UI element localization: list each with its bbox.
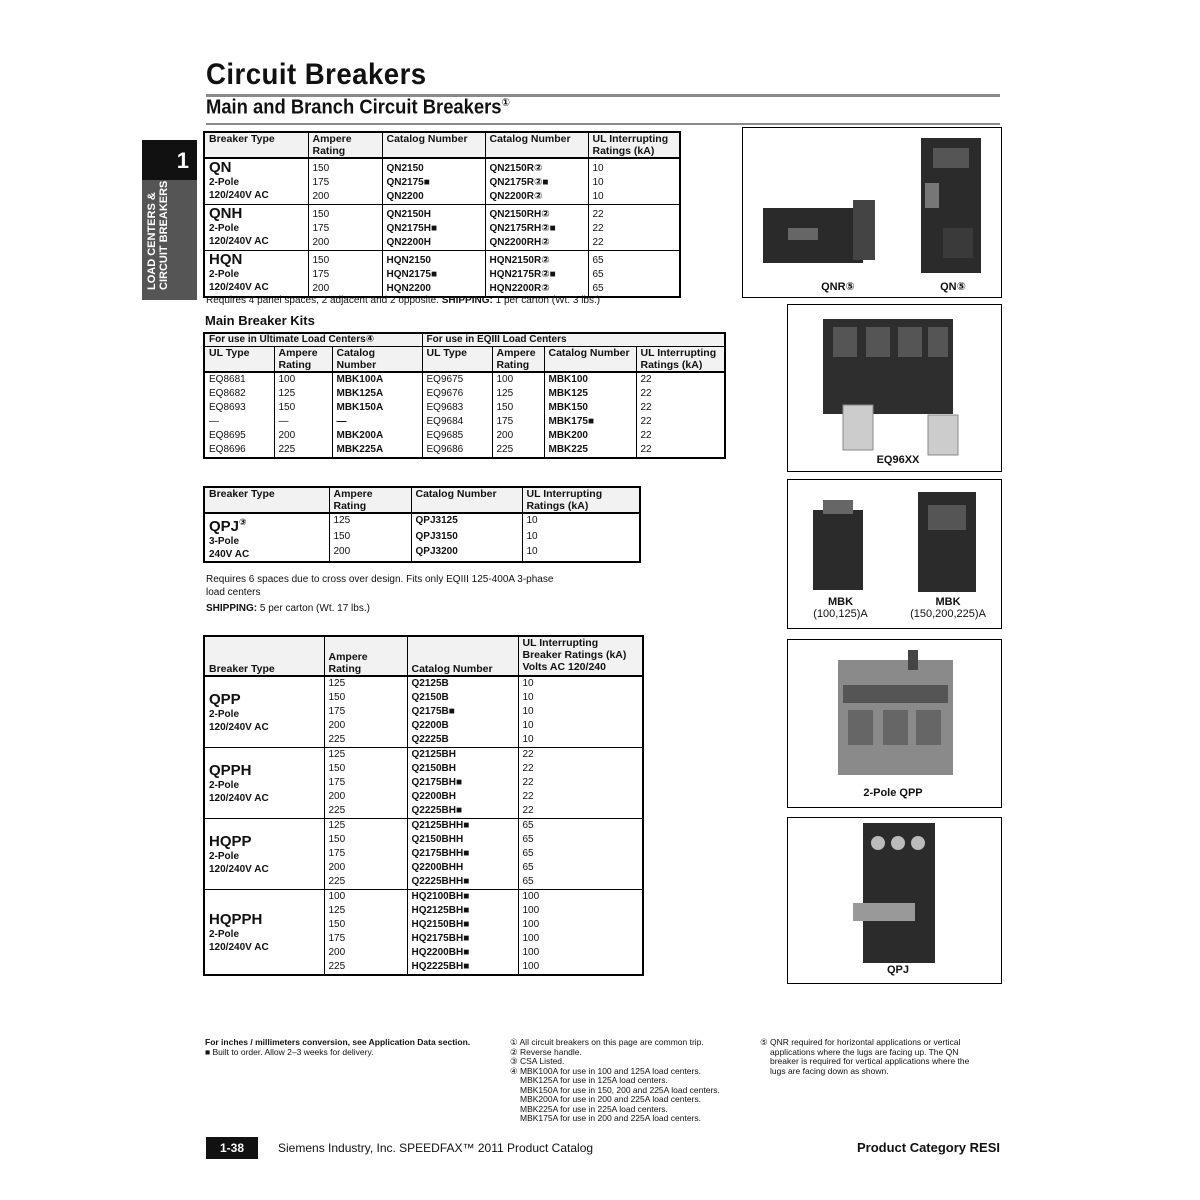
table-cell: 65 xyxy=(588,268,680,282)
table-row xyxy=(204,401,725,415)
table-cell: Q2150B xyxy=(407,691,518,705)
table-cell: EQ9676 xyxy=(422,387,492,401)
table-cell: 65 xyxy=(588,251,680,269)
header-cell: Catalog Number xyxy=(411,487,522,513)
table-cell: HQ2175BH■ xyxy=(407,932,518,946)
header-cell: Ampere Rating xyxy=(324,636,407,676)
table-cell: 225 xyxy=(492,443,544,458)
subtitle-rule xyxy=(206,123,1000,125)
table-header-row xyxy=(204,347,725,373)
caption-mbk-1: MBK (100,125)A xyxy=(813,596,868,620)
table-cell: 125 xyxy=(324,748,407,763)
table-cell: EQ8696 xyxy=(204,443,274,458)
table-cell: 10 xyxy=(588,158,680,176)
breaker-type: HQN xyxy=(209,251,243,268)
table-cell: 175 xyxy=(324,847,407,861)
section-number: 1 xyxy=(176,148,189,173)
footer-category: Product Category RESI xyxy=(856,1140,1000,1155)
table-cell: QN2175■ xyxy=(382,176,485,190)
photo-qpj xyxy=(787,817,1002,984)
header-cell: Catalog Number xyxy=(485,132,588,158)
table-cell: 22 xyxy=(636,415,725,429)
table-cell: 65 xyxy=(518,875,643,890)
page-subtitle: Main and Branch Circuit Breakers① xyxy=(206,96,511,119)
table-cell: 65 xyxy=(518,847,643,861)
table-cell: 150 xyxy=(324,918,407,932)
caption-mbk-2: MBK (150,200,225)A xyxy=(910,596,986,620)
header-cell: Ampere Rating xyxy=(329,487,411,513)
table-cell: QN2175H■ xyxy=(382,222,485,236)
table-row xyxy=(204,429,725,443)
table-cell: QN2175RH②■ xyxy=(485,222,588,236)
table-cell: 10 xyxy=(588,190,680,205)
table-cell: — xyxy=(204,415,274,429)
photo-qn-breakers xyxy=(742,127,1002,298)
breaker-type: HQPP xyxy=(209,832,252,850)
header-cell: Breaker Type xyxy=(204,487,329,513)
table-cell: 150 xyxy=(324,833,407,847)
footnotes-middle: ① All circuit breakers on this page are common trip. ② Reverse handle. ③ CSA Listed. ④ MBK100A for use in 100 and 125A load centers. MBK125A for use in 125A load centers. MBK150A for use in 150, 200 and 225A load centers. MBK200A for use in 200 and 225A load centers. MBK225A for use in 225A load centers. MBK175A for use in 200 and 225A load centers. xyxy=(510,1037,720,1123)
footer-catalog: Siemens Industry, Inc. SPEEDFAX™ 2011 Product Catalog xyxy=(278,1141,594,1155)
breaker-type-cell xyxy=(204,748,324,819)
table-cell: QN2200RH② xyxy=(485,236,588,251)
table-cell: 125 xyxy=(492,387,544,401)
table-cell: HQ2125BH■ xyxy=(407,904,518,918)
table-cell: EQ9684 xyxy=(422,415,492,429)
breaker-volts: 240V AC xyxy=(209,549,250,560)
table-cell: 10 xyxy=(588,176,680,190)
table-cell: MBK225 xyxy=(544,443,636,458)
table-cell: QN2150R② xyxy=(485,158,588,176)
breaker-type xyxy=(209,514,325,535)
breaker-volts: 120/240V AC xyxy=(209,792,269,804)
table-cell: 200 xyxy=(274,429,332,443)
table-cell: Q2175BHH■ xyxy=(407,847,518,861)
table-cell: HQN2200R② xyxy=(485,282,588,297)
table-cell: 10 xyxy=(518,676,643,691)
table-cell: HQN2175R②■ xyxy=(485,268,588,282)
table-header-row xyxy=(204,487,640,513)
table-cell: HQN2175■ xyxy=(382,268,485,282)
table-cell: 22 xyxy=(588,205,680,223)
table-row xyxy=(204,819,643,834)
breaker-type-cell xyxy=(204,513,329,562)
table-cell: EQ8681 xyxy=(204,372,274,387)
breaker-type-cell xyxy=(204,890,324,976)
breaker-volts: 120/240V AC xyxy=(209,190,269,201)
breaker-volts: 120/240V AC xyxy=(209,236,269,247)
table-cell: — xyxy=(332,415,422,429)
breaker-type: QPP xyxy=(209,690,241,708)
caption-qpj: QPJ xyxy=(886,964,909,976)
table-cell: 22 xyxy=(636,387,725,401)
breaker-poles: 2-Pole xyxy=(209,223,240,234)
breaker-volts: 120/240V AC xyxy=(209,863,269,875)
breaker-poles: 2-Pole xyxy=(209,177,240,188)
table-row xyxy=(204,158,680,176)
qn-breaker-table xyxy=(203,131,681,298)
table-cell: QN2150RH② xyxy=(485,205,588,223)
table-cell: MBK100 xyxy=(544,372,636,387)
footnotes-right: ⑤ QNR required for horizontal applications or vertical applications where the lugs are facing up. The QN breaker is required for vertical applications where the lugs are facing down as shown. xyxy=(760,1037,970,1076)
table-cell: Q2200BH xyxy=(407,790,518,804)
page-title: Circuit Breakers xyxy=(206,58,427,91)
table-cell: HQ2200BH■ xyxy=(407,946,518,960)
header-cell: Ampere Rating xyxy=(492,347,544,373)
kits-section-title: Main Breaker Kits xyxy=(205,313,315,328)
table-cell: 200 xyxy=(308,282,382,297)
header-cell: UL Type xyxy=(204,347,274,373)
table-cell: MBK225A xyxy=(332,443,422,458)
table-cell: 200 xyxy=(324,946,407,960)
breaker-type: QPPH xyxy=(209,761,252,779)
table-cell: 100 xyxy=(518,946,643,960)
table-cell: 150 xyxy=(324,691,407,705)
table-cell: 225 xyxy=(324,804,407,819)
header-cell: Catalog Number xyxy=(332,347,422,373)
table-cell: 10 xyxy=(518,705,643,719)
table-cell: Q2125B xyxy=(407,676,518,691)
table-cell: 10 xyxy=(522,513,640,530)
table-cell: 125 xyxy=(324,904,407,918)
photo-mbk xyxy=(787,479,1002,629)
table-cell: MBK125 xyxy=(544,387,636,401)
breaker-poles: 2-Pole xyxy=(209,779,240,791)
table-cell: EQ9683 xyxy=(422,401,492,415)
breaker-poles: 2-Pole xyxy=(209,269,240,280)
table-cell: Q2150BHH xyxy=(407,833,518,847)
table-cell: 200 xyxy=(308,190,382,205)
breaker-type-cell xyxy=(204,158,308,205)
table-cell: MBK200 xyxy=(544,429,636,443)
table-cell: QN2150H xyxy=(382,205,485,223)
table-cell: — xyxy=(274,415,332,429)
table-cell: QN2175R②■ xyxy=(485,176,588,190)
table-cell: HQ2100BH■ xyxy=(407,890,518,905)
table-cell: 125 xyxy=(274,387,332,401)
table-cell: 100 xyxy=(518,960,643,975)
table-cell: Q2225B xyxy=(407,733,518,748)
table-cell: 22 xyxy=(636,372,725,387)
table-cell: 100 xyxy=(518,904,643,918)
header-cell: Catalog Number xyxy=(407,636,518,676)
breaker-type-cell xyxy=(204,676,324,748)
breaker-type-cell xyxy=(204,205,308,251)
eq96xx-illustration xyxy=(788,305,1001,471)
table-row xyxy=(204,513,640,530)
caption-eq96xx: EQ96XX xyxy=(876,454,920,466)
table-row xyxy=(204,415,725,429)
table-cell: 22 xyxy=(588,236,680,251)
breaker-volts: 120/240V AC xyxy=(209,721,269,733)
table-cell: MBK125A xyxy=(332,387,422,401)
table-cell: 100 xyxy=(518,918,643,932)
table-row xyxy=(204,372,725,387)
table-cell: 200 xyxy=(308,236,382,251)
table-cell: HQN2150R② xyxy=(485,251,588,269)
table-cell: 150 xyxy=(308,205,382,223)
table-cell: EQ9685 xyxy=(422,429,492,443)
table-cell: 65 xyxy=(518,819,643,834)
qpj-note: Requires 6 spaces due to cross over design. Fits only EQIII 125-400A 3-phase load centers xyxy=(206,574,554,598)
breaker-volts: 120/240V AC xyxy=(209,941,269,953)
table-cell: QPJ3150 xyxy=(411,530,522,546)
table-cell: MBK100A xyxy=(332,372,422,387)
breaker-type: QNH xyxy=(209,205,243,222)
table-cell: Q2125BH xyxy=(407,748,518,763)
table-cell: 22 xyxy=(518,776,643,790)
main-breaker-kits-table xyxy=(203,332,726,459)
table-cell: 22 xyxy=(518,748,643,763)
section-label: LOAD CENTERS & CIRCUIT BREAKERS xyxy=(146,180,170,290)
table-cell: 150 xyxy=(492,401,544,415)
table-cell: 225 xyxy=(324,733,407,748)
breaker-type-cell xyxy=(204,819,324,890)
table-cell: EQ8682 xyxy=(204,387,274,401)
header-cell: UL Interrupting Ratings (kA) xyxy=(636,347,725,373)
table-cell: 225 xyxy=(274,443,332,458)
table-cell: 175 xyxy=(324,705,407,719)
table-cell: 22 xyxy=(518,804,643,819)
page-number: 1-38 xyxy=(206,1137,258,1159)
table-cell: Q2225BHH■ xyxy=(407,875,518,890)
footnotes-left: For inches / millimeters conversion, see Application Data section. ■ Built to order. Allow 2–3 weeks for delivery. xyxy=(205,1037,471,1057)
table-cell: 200 xyxy=(324,719,407,733)
table-cell: 22 xyxy=(636,401,725,415)
table-cell: 22 xyxy=(518,790,643,804)
table-cell: 22 xyxy=(636,443,725,458)
qpp-illustration xyxy=(788,640,1001,807)
table-cell: 100 xyxy=(518,932,643,946)
qpj-illustration xyxy=(788,818,1001,983)
table-header-row xyxy=(204,636,643,676)
table-cell: QN2200 xyxy=(382,190,485,205)
table-cell: EQ8693 xyxy=(204,401,274,415)
table-cell: 225 xyxy=(324,960,407,975)
table-row xyxy=(204,748,643,763)
table-cell: 200 xyxy=(329,545,411,562)
breaker-type: HQPPH xyxy=(209,910,263,928)
table-cell: QPJ3200 xyxy=(411,545,522,562)
table-cell: QPJ3125 xyxy=(411,513,522,530)
group-header-row xyxy=(204,333,725,347)
table-cell: HQN2200 xyxy=(382,282,485,297)
table-cell: 200 xyxy=(324,790,407,804)
header-cell: Catalog Number xyxy=(382,132,485,158)
table-cell: 100 xyxy=(518,890,643,905)
table-cell: 175 xyxy=(324,776,407,790)
table-row xyxy=(204,890,643,905)
table-cell: 150 xyxy=(329,530,411,546)
header-cell: Catalog Number xyxy=(544,347,636,373)
table-cell: MBK175■ xyxy=(544,415,636,429)
table-cell: 175 xyxy=(492,415,544,429)
breaker-type-cell xyxy=(204,251,308,298)
breaker-poles: 2-Pole xyxy=(209,928,240,940)
caption-qnr: QNR⑤ xyxy=(821,281,855,293)
left-group-header: For use in Ultimate Load Centers④ xyxy=(204,333,422,347)
breaker-type-name: QPJ xyxy=(209,518,240,535)
caption-qn: QN⑤ xyxy=(940,281,966,293)
breaker-type-sup: ③ xyxy=(239,517,247,527)
header-cell: Ampere Rating xyxy=(274,347,332,373)
header-cell: UL Interrupting Ratings (kA) xyxy=(522,487,640,513)
section-side-tab xyxy=(142,140,197,300)
header-cell: UL Type xyxy=(422,347,492,373)
qn-note: Requires 4 panel spaces, 2 adjacent and 2 opposite. SHIPPING: 1 per carton (Wt. 3 lbs.) xyxy=(206,295,601,306)
table-row xyxy=(204,251,680,269)
table-cell: 10 xyxy=(518,719,643,733)
table-cell: 200 xyxy=(324,861,407,875)
table-cell: 175 xyxy=(308,222,382,236)
table-cell: QN2200H xyxy=(382,236,485,251)
breaker-poles: 2-Pole xyxy=(209,850,240,862)
table-cell: 22 xyxy=(518,762,643,776)
header-cell: Ampere Rating xyxy=(308,132,382,158)
header-cell: Breaker Type xyxy=(204,132,308,158)
right-group-header: For use in EQIII Load Centers xyxy=(422,333,725,347)
table-row xyxy=(204,676,643,691)
qpj-breaker-table xyxy=(203,486,641,563)
table-cell: Q2175B■ xyxy=(407,705,518,719)
table-cell: 175 xyxy=(324,932,407,946)
table-cell: MBK150 xyxy=(544,401,636,415)
table-cell: 175 xyxy=(308,268,382,282)
table-header-row xyxy=(204,132,680,158)
table-cell: EQ8695 xyxy=(204,429,274,443)
table-cell: 175 xyxy=(308,176,382,190)
table-cell: 22 xyxy=(588,222,680,236)
table-cell: 100 xyxy=(274,372,332,387)
table-cell: Q2175BH■ xyxy=(407,776,518,790)
header-cell: UL Interrupting Breaker Ratings (kA) Volts AC 120/240 xyxy=(518,636,643,676)
table-cell: 10 xyxy=(518,733,643,748)
breaker-poles: 3-Pole xyxy=(209,536,240,547)
table-cell: 150 xyxy=(324,762,407,776)
table-cell: MBK150A xyxy=(332,401,422,415)
table-cell: MBK200A xyxy=(332,429,422,443)
qpj-shipping: SHIPPING: 5 per carton (Wt. 17 lbs.) xyxy=(206,603,370,614)
table-cell: QN2200R② xyxy=(485,190,588,205)
breaker-volts: 120/240V AC xyxy=(209,282,269,293)
header-cell: Breaker Type xyxy=(204,636,324,676)
table-cell: HQ2150BH■ xyxy=(407,918,518,932)
table-cell: 10 xyxy=(522,530,640,546)
photo-eq96xx xyxy=(787,304,1002,472)
photo-qpp xyxy=(787,639,1002,808)
table-cell: 10 xyxy=(518,691,643,705)
table-cell: 125 xyxy=(324,819,407,834)
table-cell: 125 xyxy=(329,513,411,530)
table-cell: Q2200BHH xyxy=(407,861,518,875)
table-cell: Q2125BHH■ xyxy=(407,819,518,834)
table-cell: 65 xyxy=(518,861,643,875)
table-row xyxy=(204,387,725,401)
table-cell: 65 xyxy=(518,833,643,847)
table-cell: EQ9686 xyxy=(422,443,492,458)
table-cell: 150 xyxy=(274,401,332,415)
header-cell: UL Interrupting Ratings (kA) xyxy=(588,132,680,158)
table-cell: 65 xyxy=(588,282,680,297)
table-cell: Q2200B xyxy=(407,719,518,733)
breaker-type: QN xyxy=(209,159,232,176)
qn-breaker-illustration xyxy=(743,128,1001,297)
table-cell: 225 xyxy=(324,875,407,890)
table-cell: 22 xyxy=(636,429,725,443)
qpp-breaker-table xyxy=(203,635,644,976)
caption-qpp: 2-Pole QPP xyxy=(863,787,923,799)
breaker-poles: 2-Pole xyxy=(209,708,240,720)
table-cell: 10 xyxy=(522,545,640,562)
table-cell: 125 xyxy=(324,676,407,691)
table-cell: Q2150BH xyxy=(407,762,518,776)
table-cell: 100 xyxy=(324,890,407,905)
table-cell: 150 xyxy=(308,158,382,176)
table-cell: 200 xyxy=(492,429,544,443)
table-cell: 100 xyxy=(492,372,544,387)
table-cell: QN2150 xyxy=(382,158,485,176)
table-cell: HQN2150 xyxy=(382,251,485,269)
table-cell: 150 xyxy=(308,251,382,269)
table-cell: HQ2225BH■ xyxy=(407,960,518,975)
table-cell: EQ9675 xyxy=(422,372,492,387)
table-row xyxy=(204,205,680,223)
table-cell: Q2225BH■ xyxy=(407,804,518,819)
table-row xyxy=(204,443,725,458)
